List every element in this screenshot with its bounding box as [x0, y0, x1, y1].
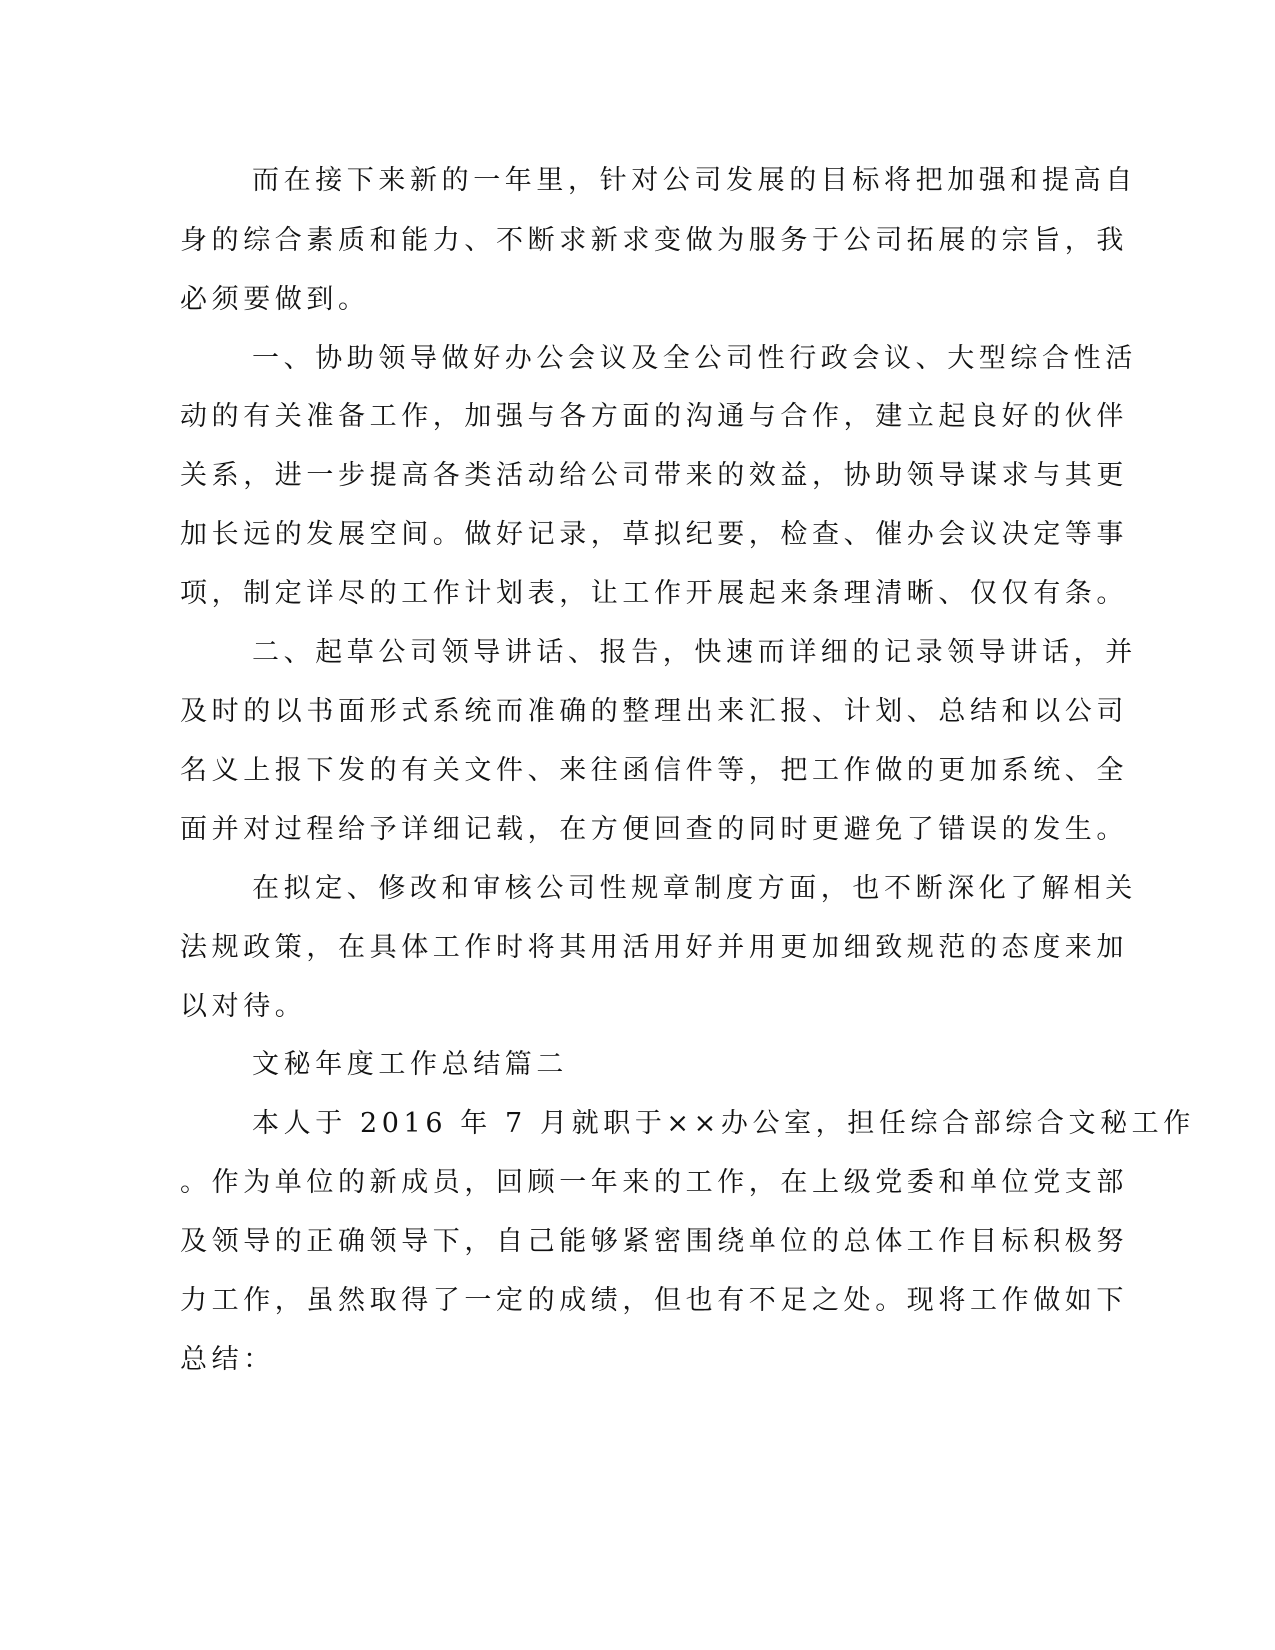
paragraph-2-line-2: 动的有关准备工作，加强与各方面的沟通与合作，建立起良好的伙伴	[180, 401, 1128, 432]
paragraph-5-line-1: 本人于 2016 年 7 月就职于××办公室，担任综合部综合文秘工作	[252, 1108, 1195, 1139]
paragraph-3-line-4: 面并对过程给予详细记载，在方便回查的同时更避免了错误的发生。	[180, 814, 1128, 845]
paragraph-5-line-5: 总结：	[180, 1344, 275, 1375]
paragraph-4-line-2: 法规政策，在具体工作时将其用活用好并用更加细致规范的态度来加	[180, 932, 1128, 963]
paragraph-2-line-5: 项，制定详尽的工作计划表，让工作开展起来条理清晰、仅仅有条。	[180, 578, 1128, 609]
paragraph-1-line-2: 身的综合素质和能力、不断求新求变做为服务于公司拓展的宗旨，我	[180, 225, 1128, 256]
section-heading: 文秘年度工作总结篇二	[252, 1049, 568, 1080]
paragraph-5-line-3: 及领导的正确领导下，自己能够紧密围绕单位的总体工作目标积极努	[180, 1226, 1128, 1257]
paragraph-2-line-3: 关系，进一步提高各类活动给公司带来的效益，协助领导谋求与其更	[180, 460, 1128, 491]
paragraph-1-line-3: 必须要做到。	[180, 284, 370, 315]
paragraph-3-line-2: 及时的以书面形式系统而准确的整理出来汇报、计划、总结和以公司	[180, 696, 1128, 727]
paragraph-5-line-4: 力工作，虽然取得了一定的成绩，但也有不足之处。现将工作做如下	[180, 1285, 1128, 1316]
paragraph-2-line-4: 加长远的发展空间。做好记录，草拟纪要，检查、催办会议决定等事	[180, 519, 1128, 550]
paragraph-1-line-1: 而在接下来新的一年里，针对公司发展的目标将把加强和提高自	[252, 165, 1137, 196]
paragraph-3-line-1: 二、起草公司领导讲话、报告，快速而详细的记录领导讲话，并	[252, 637, 1137, 668]
paragraph-5-line-2: 。作为单位的新成员，回顾一年来的工作，在上级党委和单位党支部	[180, 1167, 1128, 1198]
paragraph-4-line-1: 在拟定、修改和审核公司性规章制度方面，也不断深化了解相关	[252, 873, 1137, 904]
paragraph-3-line-3: 名义上报下发的有关文件、来往函信件等，把工作做的更加系统、全	[180, 755, 1128, 786]
paragraph-4-line-3: 以对待。	[180, 991, 307, 1022]
paragraph-2-line-1: 一、协助领导做好办公会议及全公司性行政会议、大型综合性活	[252, 343, 1137, 374]
